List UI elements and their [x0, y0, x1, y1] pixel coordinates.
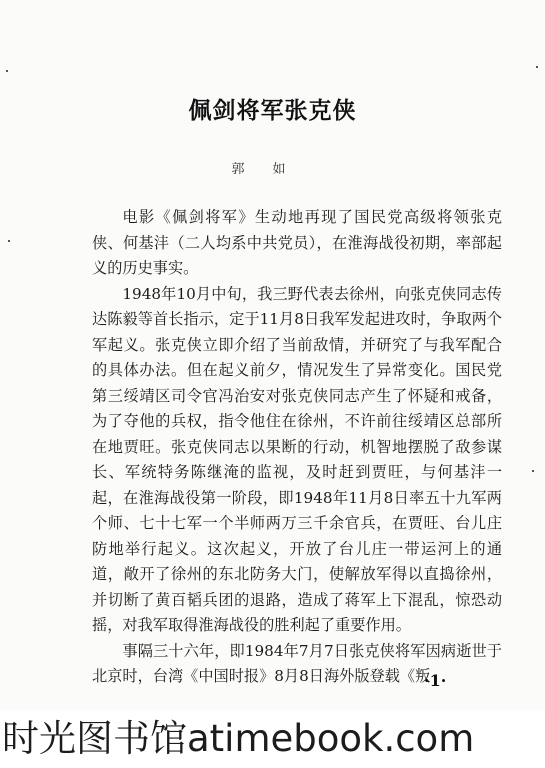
- article-body: [92, 205, 502, 690]
- paragraph: 电影《佩剑将军》生动地再现了国民党高级将领张克侠、何基沣（二人均系中共党员），在淮海战役初期，率部起义的历史事实。: [92, 208, 502, 277]
- scan-speck: [6, 70, 8, 72]
- article-author: 郭如: [231, 162, 314, 177]
- scan-speck: [532, 470, 534, 472]
- page-number: ·1·: [424, 671, 447, 690]
- paragraph: 1948年10月中旬，我三野代表去徐州，向张克侠同志传达陈毅等首长指示，定于11月8日我军发起进攻时，争取两个军起义。张克侠立即介绍了当前敌情，并研究了与我军配合的具体办法。但在起义前夕，情况发生了异常变化。国民党第三绥靖区司令官冯治安对张克侠同志产生了怀疑和戒备，为了夺他的兵权，指令他住在徐州，不许前往绥靖区总部所在地贾旺。张克侠同志以果断的行动，机智地摆脱了敌参谋长、军统特务陈继淹的监视，及时赶到贾旺，与何基沣一起，在淮海战役第一阶段，即1948年11月8日率五十九军两个师、七十七军一个半师两万三千余官兵，在贾旺、台儿庄防地举行起义。这次起义，开放了台儿庄一带运河上的通道，敞开了徐州的东北防务大门，使解放军得以直捣徐州，并切断了黄百韬兵团的退路，造成了蒋军上下混乱，惊恐动摇，对我军取得淮海战役的胜利起了重要作用。: [92, 284, 502, 634]
- paragraph: 事隔三十六年，即1984年7月7日张克侠将军因病逝世于北京时，台湾《中国时报》8月8日海外版登载《叛: [92, 641, 502, 685]
- site-watermark: 时光图书馆atimebook.com: [0, 710, 545, 768]
- article-title: 佩剑将军张克侠: [188, 97, 357, 124]
- scan-speck: [8, 240, 10, 242]
- scan-speck: [536, 66, 538, 68]
